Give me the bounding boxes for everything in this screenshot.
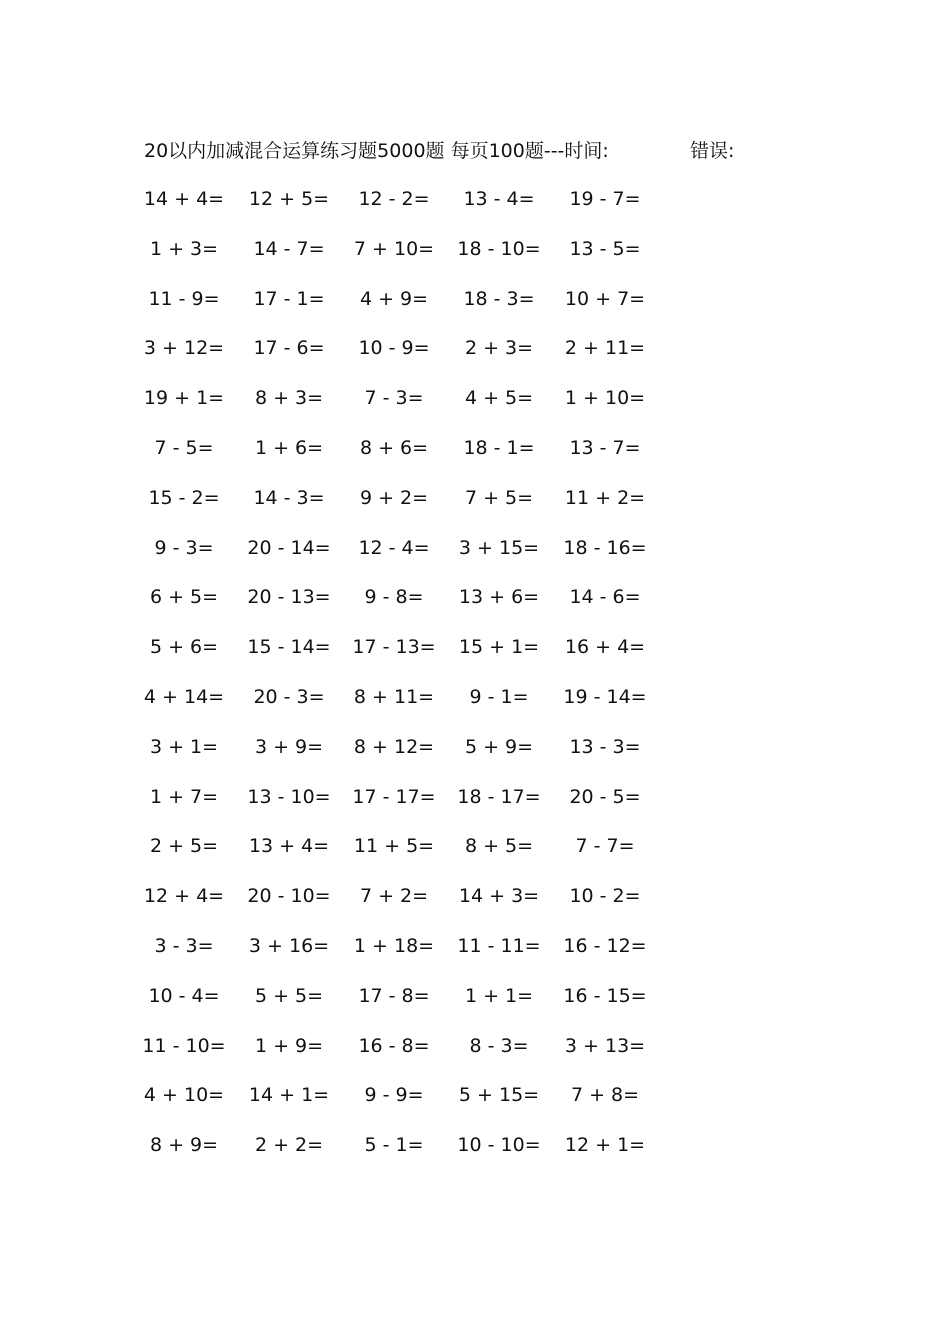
problem-cell: 7 + 5=: [464, 486, 534, 509]
problem-cell: 7 + 10=: [353, 237, 435, 260]
problem-cell: 17 - 13=: [352, 636, 436, 659]
problem-cell: 1 + 9=: [254, 1034, 324, 1057]
problem-cell: 12 + 1=: [564, 1134, 646, 1157]
problem-cell: 8 + 5=: [464, 835, 534, 858]
problem-cell: 2 + 11=: [564, 337, 646, 360]
worksheet-title: 20以内加减混合运算练习题5000题 每页100题---时间:: [144, 140, 609, 162]
problem-cell: 8 + 6=: [359, 436, 429, 459]
problem-cell: 3 + 1=: [149, 735, 219, 758]
problem-cell: 8 + 3=: [254, 387, 324, 410]
problem-cell: 3 + 15=: [458, 536, 540, 559]
problem-cell: 4 + 5=: [464, 387, 534, 410]
problem-row: [0, 483, 950, 533]
problem-cell: 18 - 16=: [563, 536, 647, 559]
problem-cell: 11 - 11=: [457, 934, 541, 957]
problem-cell: 18 - 3=: [463, 287, 535, 310]
errors-label: 错误:: [690, 140, 735, 162]
problem-cell: 8 + 12=: [353, 735, 435, 758]
problem-cell: 1 + 1=: [464, 984, 534, 1007]
problem-cell: 10 - 2=: [569, 885, 641, 908]
problem-cell: 5 - 1=: [364, 1134, 424, 1157]
problem-cell: 13 + 4=: [248, 835, 330, 858]
problem-cell: 11 + 2=: [564, 486, 646, 509]
problem-row: [0, 831, 950, 881]
problem-cell: 9 + 2=: [359, 486, 429, 509]
problem-cell: 16 + 4=: [564, 636, 646, 659]
problem-cell: 11 - 9=: [148, 287, 220, 310]
problem-cell: 10 + 7=: [564, 287, 646, 310]
problem-cell: 7 - 3=: [364, 387, 424, 410]
problem-row: [0, 383, 950, 433]
problem-cell: 8 + 11=: [353, 685, 435, 708]
problem-cell: 15 - 14=: [247, 636, 331, 659]
problem-row: [0, 881, 950, 931]
problem-cell: 5 + 5=: [254, 984, 324, 1007]
problem-cell: 20 - 14=: [247, 536, 331, 559]
problem-cell: 7 - 7=: [575, 835, 635, 858]
problem-cell: 18 - 10=: [457, 237, 541, 260]
problem-cell: 12 + 5=: [248, 188, 330, 210]
problem-cell: 4 + 9=: [359, 287, 429, 310]
problem-cell: 20 - 13=: [247, 586, 331, 609]
problem-cell: 11 + 5=: [353, 835, 435, 858]
problem-row: [0, 533, 950, 583]
problem-row: [0, 682, 950, 732]
problem-cell: 13 - 3=: [569, 735, 641, 758]
problem-cell: 2 + 5=: [149, 835, 219, 858]
problem-cell: 13 - 7=: [569, 436, 641, 459]
problem-cell: 2 + 3=: [464, 337, 534, 360]
problem-cell: 4 + 14=: [143, 685, 225, 708]
problem-cell: 5 + 15=: [458, 1084, 540, 1107]
problem-row: [0, 1130, 950, 1180]
problem-cell: 17 - 17=: [352, 785, 436, 808]
problem-cell: 9 - 3=: [154, 536, 214, 559]
problem-cell: 10 - 4=: [148, 984, 220, 1007]
problem-row: [0, 981, 950, 1031]
problem-row: [0, 732, 950, 782]
problem-cell: 14 - 3=: [253, 486, 325, 509]
problem-grid: [0, 184, 950, 1180]
problem-cell: 7 + 8=: [570, 1084, 640, 1107]
problem-cell: 5 + 6=: [149, 636, 219, 659]
problem-cell: 16 - 15=: [563, 984, 647, 1007]
problem-cell: 20 - 3=: [253, 685, 325, 708]
problem-cell: 13 - 4=: [463, 188, 535, 210]
problem-cell: 4 + 10=: [143, 1084, 225, 1107]
problem-cell: 17 - 6=: [253, 337, 325, 360]
problem-cell: 11 - 10=: [142, 1034, 226, 1057]
problem-row: [0, 234, 950, 284]
problem-cell: 3 + 9=: [254, 735, 324, 758]
problem-cell: 14 + 1=: [248, 1084, 330, 1107]
problem-cell: 1 + 18=: [353, 934, 435, 957]
problem-row: [0, 1080, 950, 1130]
problem-cell: 6 + 5=: [149, 586, 219, 609]
problem-cell: 20 - 5=: [569, 785, 641, 808]
problem-cell: 17 - 8=: [358, 984, 430, 1007]
problem-cell: 18 - 1=: [463, 436, 535, 459]
problem-cell: 18 - 17=: [457, 785, 541, 808]
problem-cell: 5 + 9=: [464, 735, 534, 758]
problem-cell: 12 - 2=: [358, 188, 430, 210]
problem-row: [0, 632, 950, 682]
problem-cell: 13 - 10=: [247, 785, 331, 808]
problem-cell: 13 - 5=: [569, 237, 641, 260]
problem-cell: 10 - 10=: [457, 1134, 541, 1157]
problem-cell: 3 + 12=: [143, 337, 225, 360]
problem-cell: 17 - 1=: [253, 287, 325, 310]
problem-cell: 1 + 3=: [149, 237, 219, 260]
problem-row: [0, 782, 950, 832]
problem-cell: 16 - 12=: [563, 934, 647, 957]
problem-cell: 14 + 3=: [458, 885, 540, 908]
problem-cell: 8 - 3=: [469, 1034, 529, 1057]
problem-cell: 20 - 10=: [247, 885, 331, 908]
problem-row: [0, 433, 950, 483]
problem-cell: 14 + 4=: [143, 188, 225, 210]
problem-cell: 13 + 6=: [458, 586, 540, 609]
problem-cell: 12 - 4=: [358, 536, 430, 559]
problem-cell: 3 - 3=: [154, 934, 214, 957]
problem-cell: 15 - 2=: [148, 486, 220, 509]
problem-cell: 10 - 9=: [358, 337, 430, 360]
problem-cell: 9 - 8=: [364, 586, 424, 609]
problem-cell: 19 - 7=: [569, 188, 641, 210]
problem-row: [0, 184, 950, 234]
problem-cell: 14 - 6=: [569, 586, 641, 609]
problem-cell: 16 - 8=: [358, 1034, 430, 1057]
problem-row: [0, 582, 950, 632]
problem-cell: 19 + 1=: [143, 387, 225, 410]
problem-cell: 15 + 1=: [458, 636, 540, 659]
problem-cell: 3 + 16=: [248, 934, 330, 957]
problem-cell: 9 - 1=: [469, 685, 529, 708]
problem-cell: 14 - 7=: [253, 237, 325, 260]
problem-row: [0, 333, 950, 383]
problem-cell: 1 + 6=: [254, 436, 324, 459]
problem-cell: 9 - 9=: [364, 1084, 424, 1107]
problem-cell: 1 + 7=: [149, 785, 219, 808]
problem-cell: 19 - 14=: [563, 685, 647, 708]
problem-row: [0, 284, 950, 334]
problem-cell: 3 + 13=: [564, 1034, 646, 1057]
problem-cell: 1 + 10=: [564, 387, 646, 410]
problem-cell: 12 + 4=: [143, 885, 225, 908]
problem-cell: 7 + 2=: [359, 885, 429, 908]
problem-row: [0, 931, 950, 981]
problem-cell: 7 - 5=: [154, 436, 214, 459]
problem-cell: 8 + 9=: [149, 1134, 219, 1157]
problem-row: [0, 1031, 950, 1081]
problem-cell: 2 + 2=: [254, 1134, 324, 1157]
